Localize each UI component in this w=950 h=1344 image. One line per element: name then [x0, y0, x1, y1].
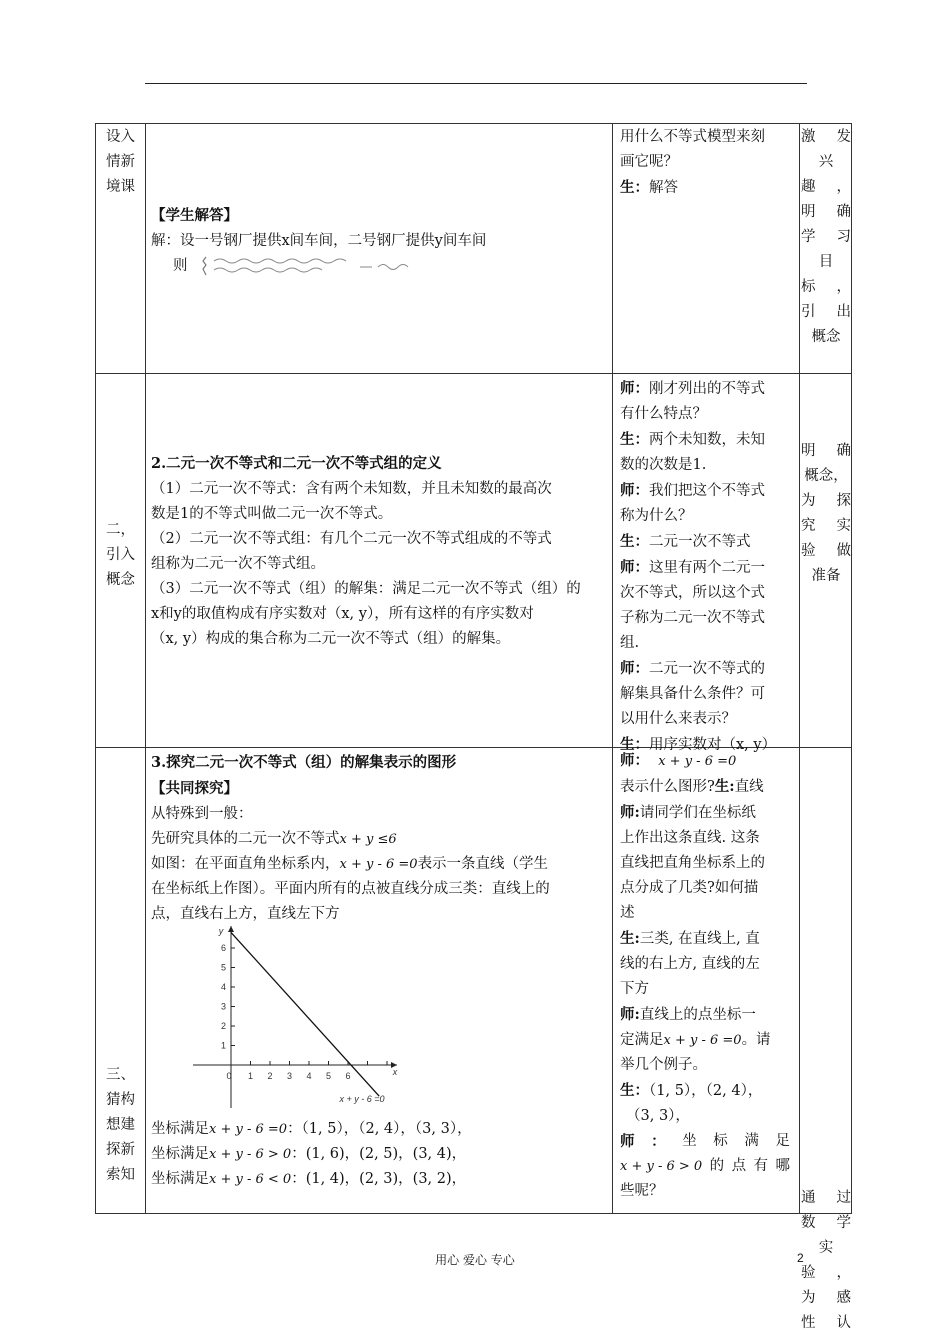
row3-conditions: 坐标满足x + y - 6 =0：（1, 5），（2, 4），（3, 3）， 坐标满足x + y - 6 > 0：(1, 6)，(2, 5)，(3, 4)， 坐标满足x + y - 6 < 0：(1, 4)，(2, 3)，(3, 2)， [151, 1121, 472, 1187]
x-tick-label: 6 [345, 1071, 351, 1081]
line-x-plus-y-eq-6 [231, 932, 379, 1096]
page-number: 2 [797, 1251, 804, 1265]
y-axis-label: y [218, 926, 224, 936]
row1-label: 设入 情新 境课 [106, 129, 135, 195]
y-axis-arrow [228, 926, 234, 932]
y-tick-label: 3 [220, 1001, 226, 1012]
y-tick-label: 4 [220, 982, 226, 992]
row1-content: 【学生解答】 解：设一号钢厂提供x间车间，二号钢厂提供y间车间 则 [151, 203, 611, 279]
x-axis-label: x [392, 1067, 398, 1077]
row2-dialogue: 师：刚才列出的不等式 有什么特点？ 生：两个未知数，未知 数的次数是1. 师：我们把这个不等式 称为什么？ 生：二元一次不等式 师：这里有两个二元一 次不等式，所以这个式 子称为二元一次不等式 组. 师：二元一次不等式的 解集具备什么条件？可 以用什么来表示？ 生：用序实数对（x, y） [620, 380, 777, 753]
x-tick-label: 3 [286, 1071, 293, 1081]
y-tick-label: 2 [220, 1021, 226, 1031]
x-tick-label: 1 [247, 1071, 254, 1081]
row1-purpose: 激 发 兴 趣 ， 明 确 学 习 目 标 ， 引 出 概念 [801, 129, 851, 345]
row3-dialogue: 师： x + y - 6 =0 表示什么图形?生:直线 师:请同学们在坐标纸 上作出这条直线. 这条 直线把直角坐标系上的 点分成了几类?如何描 述 生:三类, 在直线上, 直 线的右上方, 直线的左 下方 师:直线上的点坐标一 定满足x + y - 6 =0。请 举几个例子。 生：（1, 5），（2, 4）， （3, 3）， 师 ： 坐 标 满 足 x + y - 6 > 0 的 点 有 哪 些呢？ [620, 752, 790, 1199]
row1-dialogue: 用什么不等式模型来刻 画它呢？ 生：解答 [620, 129, 765, 196]
x-tick-label: 5 [325, 1071, 332, 1081]
x-tick-label: 0 [226, 1071, 232, 1081]
inequality-system-image [200, 255, 430, 277]
row2-purpose: 明 确 概念， 为 探 究 实 验 做 准备 [801, 443, 851, 584]
x-tick-label: 4 [306, 1071, 312, 1081]
y-tick-label: 6 [220, 943, 226, 953]
row3-purpose-2: 实 验 ， 为 感 性 认 [801, 1240, 851, 1331]
header-rule [145, 83, 807, 84]
row3-purpose: 通 过 数 学 [801, 1190, 851, 1231]
row3-content: 3.探究二元一次不等式（组）的解集表示的图形 【共同探究】 从特殊到一般： 先研究具体的二元一次不等式x + y ≤6 如图：在平面直角坐标系内，x + y - 6 =0表示一条直线（学生 在坐标纸上作图）。平面内所有的点被直线分成三类：直线上的 点，直线右上方，直线左下方 [151, 754, 550, 922]
coordinate-graph [187, 922, 417, 1112]
footer-text: 用心 爱心 专心 [435, 1253, 515, 1267]
row3-label: 三、 猜构 想建 探新 索知 [106, 1067, 135, 1183]
row2-content: 2.二元一次不等式和二元一次不等式组的定义 （1）二元一次不等式：含有两个未知数，并且未知数的最高次 数是1的不等式叫做二元一次不等式。 （2）二元一次不等式组：有几个二元一次不等式组成的不等式 组称为二元一次不等式组。 （3）二元一次不等式（组）的解集：满足二元一次不等式（组）的 x和y的取值构成有序实数对（x, y），所有这样的有序实数对 （x, y）构成的集合称为二元一次不等式（组）的解集。 [151, 455, 581, 647]
row2-label: 二， 引入 概念 [106, 522, 135, 588]
y-tick-label: 1 [220, 1040, 226, 1051]
line-label: x + y - 6 =0 [339, 1094, 385, 1104]
x-tick-label: 2 [267, 1071, 273, 1081]
y-tick-label: 5 [220, 962, 226, 973]
